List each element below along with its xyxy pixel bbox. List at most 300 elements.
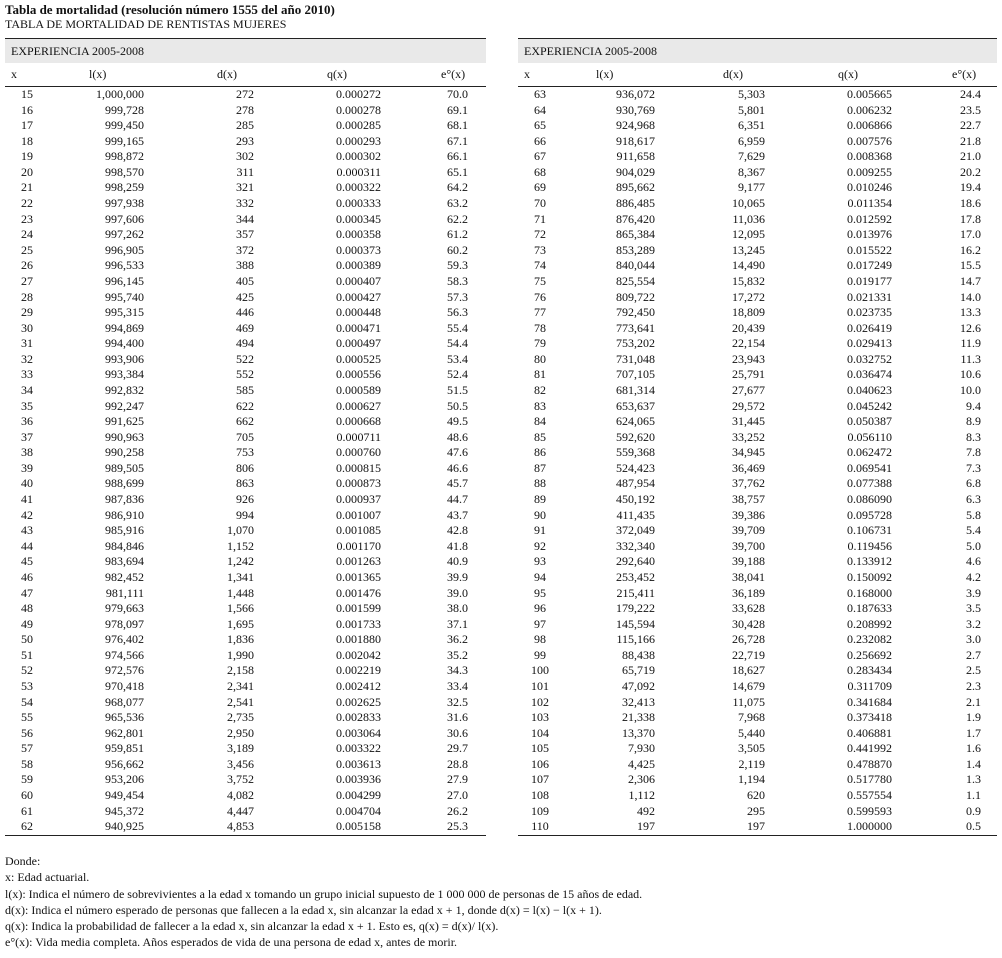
cell-probability: 0.000556 <box>336 367 381 382</box>
cell-life-expectancy: 60.2 <box>447 242 468 257</box>
table-row <box>518 586 997 602</box>
footnote-lx: l(x): Indica el número de sobrevivientes a la edad x tomando un grupo inicial supuesto de 1 000 000 de personas de 15 años de edad. <box>5 886 643 901</box>
cell-probability: 0.478870 <box>847 756 892 771</box>
cell-age: 74 <box>534 258 546 273</box>
cell-life-expectancy: 16.2 <box>960 242 981 257</box>
cell-survivors: 492 <box>637 803 655 818</box>
table-row <box>518 414 997 430</box>
cell-age: 42 <box>21 507 33 522</box>
cell-age: 45 <box>21 554 33 569</box>
cell-deaths: 272 <box>236 87 254 101</box>
cell-age: 109 <box>531 803 549 818</box>
cell-deaths: 302 <box>236 149 254 164</box>
cell-age: 68 <box>534 164 546 179</box>
table-row <box>5 695 486 711</box>
cell-survivors: 988,699 <box>105 476 144 491</box>
cell-deaths: 405 <box>236 273 254 288</box>
cell-deaths: 11,036 <box>732 211 765 226</box>
cell-life-expectancy: 5.0 <box>966 538 981 553</box>
cell-life-expectancy: 41.8 <box>447 538 468 553</box>
cell-survivors: 7,930 <box>628 741 655 756</box>
table-row <box>5 632 486 648</box>
cell-probability: 0.021331 <box>847 289 892 304</box>
cell-survivors: 995,315 <box>105 305 144 320</box>
cell-life-expectancy: 2.1 <box>966 694 981 709</box>
cell-survivors: 999,728 <box>105 102 144 117</box>
cell-deaths: 388 <box>236 258 254 273</box>
cell-probability: 0.000711 <box>336 429 381 444</box>
cell-survivors: 1,112 <box>628 788 655 803</box>
cell-life-expectancy: 7.3 <box>966 460 981 475</box>
cell-age: 98 <box>534 632 546 647</box>
cell-age: 63 <box>534 87 546 101</box>
table-header <box>518 63 997 87</box>
cell-survivors: 21,338 <box>622 710 655 725</box>
table-row <box>518 741 997 757</box>
cell-age: 58 <box>21 756 33 771</box>
cell-life-expectancy: 55.4 <box>447 320 468 335</box>
cell-survivors: 88,438 <box>622 647 655 662</box>
table-row <box>5 679 486 695</box>
cell-probability: 0.001365 <box>336 569 381 584</box>
cell-deaths: 18,627 <box>732 663 765 678</box>
cell-probability: 0.373418 <box>847 710 892 725</box>
cell-deaths: 39,700 <box>732 538 765 553</box>
table-row <box>518 788 997 804</box>
cell-probability: 0.077388 <box>847 476 892 491</box>
cell-age: 38 <box>21 445 33 460</box>
cell-probability: 0.010246 <box>847 180 892 195</box>
cell-survivors: 974,566 <box>105 647 144 662</box>
cell-life-expectancy: 12.6 <box>960 320 981 335</box>
cell-life-expectancy: 10.6 <box>960 367 981 382</box>
cell-age: 85 <box>534 429 546 444</box>
cell-age: 83 <box>534 398 546 413</box>
cell-probability: 0.000311 <box>336 164 381 179</box>
cell-deaths: 27,677 <box>732 382 765 397</box>
cell-life-expectancy: 27.0 <box>447 788 468 803</box>
cell-life-expectancy: 58.3 <box>447 273 468 288</box>
cell-probability: 0.441992 <box>847 741 892 756</box>
cell-probability: 0.000322 <box>336 180 381 195</box>
cell-probability: 0.341684 <box>847 694 892 709</box>
cell-probability: 0.001733 <box>336 616 381 631</box>
table-row <box>518 118 997 134</box>
footnote-x: x: Edad actuarial. <box>5 870 90 885</box>
cell-probability: 0.000497 <box>336 336 381 351</box>
cell-deaths: 6,351 <box>738 118 765 133</box>
table-row <box>5 726 486 742</box>
cell-deaths: 926 <box>236 492 254 507</box>
cell-life-expectancy: 18.6 <box>960 196 981 211</box>
table-row <box>518 476 997 492</box>
cell-deaths: 22,154 <box>732 336 765 351</box>
cell-survivors: 986,910 <box>105 507 144 522</box>
cell-age: 64 <box>534 102 546 117</box>
table-row <box>518 352 997 368</box>
table-row <box>5 757 486 773</box>
cell-deaths: 285 <box>236 118 254 133</box>
cell-survivors: 998,872 <box>105 149 144 164</box>
cell-probability: 0.000272 <box>336 87 381 101</box>
cell-age: 18 <box>21 133 33 148</box>
footnotes <box>5 853 642 951</box>
cell-probability: 0.000668 <box>336 414 381 429</box>
cell-survivors: 792,450 <box>616 305 655 320</box>
cell-life-expectancy: 32.5 <box>447 694 468 709</box>
cell-age: 100 <box>531 663 549 678</box>
table-row <box>5 648 486 664</box>
table-row <box>5 710 486 726</box>
table-row <box>518 227 997 243</box>
cell-age: 105 <box>531 741 549 756</box>
cell-life-expectancy: 17.8 <box>960 211 981 226</box>
cell-probability: 0.000407 <box>336 273 381 288</box>
cell-life-expectancy: 27.9 <box>447 772 468 787</box>
cell-age: 21 <box>21 180 33 195</box>
cell-age: 78 <box>534 320 546 335</box>
table-row <box>518 819 997 835</box>
cell-age: 16 <box>21 102 33 117</box>
table-row <box>5 227 486 243</box>
table-row <box>5 103 486 119</box>
cell-life-expectancy: 24.4 <box>960 87 981 101</box>
cell-survivors: 115,166 <box>616 632 655 647</box>
table-row <box>5 134 486 150</box>
cell-age: 102 <box>531 694 549 709</box>
cell-age: 50 <box>21 632 33 647</box>
cell-deaths: 22,719 <box>732 647 765 662</box>
cell-life-expectancy: 2.5 <box>966 663 981 678</box>
cell-age: 20 <box>21 164 33 179</box>
cell-survivors: 753,202 <box>616 336 655 351</box>
cell-survivors: 992,247 <box>105 398 144 413</box>
table-row <box>518 757 997 773</box>
table-row <box>5 274 486 290</box>
cell-life-expectancy: 67.1 <box>447 133 468 148</box>
cell-age: 57 <box>21 741 33 756</box>
cell-deaths: 197 <box>747 819 765 834</box>
cell-life-expectancy: 3.9 <box>966 585 981 600</box>
cell-life-expectancy: 57.3 <box>447 289 468 304</box>
cell-life-expectancy: 13.3 <box>960 305 981 320</box>
cell-age: 101 <box>531 678 549 693</box>
cell-age: 40 <box>21 476 33 491</box>
cell-probability: 0.003936 <box>336 772 381 787</box>
cell-probability: 0.000937 <box>336 492 381 507</box>
cell-survivors: 998,259 <box>105 180 144 195</box>
cell-life-expectancy: 63.2 <box>447 196 468 211</box>
cell-life-expectancy: 19.4 <box>960 180 981 195</box>
cell-age: 56 <box>21 725 33 740</box>
table-row <box>518 523 997 539</box>
cell-life-expectancy: 6.3 <box>966 492 981 507</box>
cell-age: 80 <box>534 351 546 366</box>
cell-survivors: 886,485 <box>616 196 655 211</box>
cell-survivors: 524,423 <box>616 460 655 475</box>
table-row <box>518 772 997 788</box>
cell-deaths: 26,728 <box>732 632 765 647</box>
cell-age: 76 <box>534 289 546 304</box>
cell-survivors: 592,620 <box>616 429 655 444</box>
cell-probability: 0.023735 <box>847 305 892 320</box>
cell-life-expectancy: 42.8 <box>447 523 468 538</box>
cell-survivors: 731,048 <box>616 351 655 366</box>
cell-probability: 0.086090 <box>847 492 892 507</box>
cell-age: 84 <box>534 414 546 429</box>
cell-life-expectancy: 2.7 <box>966 647 981 662</box>
cell-deaths: 31,445 <box>732 414 765 429</box>
cell-life-expectancy: 37.1 <box>447 616 468 631</box>
cell-age: 26 <box>21 258 33 273</box>
cell-deaths: 2,735 <box>227 710 254 725</box>
cell-probability: 0.026419 <box>847 320 892 335</box>
cell-life-expectancy: 23.5 <box>960 102 981 117</box>
cell-survivors: 47,092 <box>622 678 655 693</box>
mortality-table-left <box>5 38 486 836</box>
table-row <box>518 492 997 508</box>
table-row <box>5 445 486 461</box>
cell-survivors: 292,640 <box>616 554 655 569</box>
cell-survivors: 997,262 <box>105 227 144 242</box>
cell-probability: 0.002833 <box>336 710 381 725</box>
cell-age: 23 <box>21 211 33 226</box>
cell-deaths: 311 <box>236 164 254 179</box>
cell-probability: 0.003322 <box>336 741 381 756</box>
cell-survivors: 904,029 <box>616 164 655 179</box>
cell-deaths: 1,152 <box>227 538 254 553</box>
cell-life-expectancy: 68.1 <box>447 118 468 133</box>
table-row <box>5 243 486 259</box>
cell-deaths: 20,439 <box>732 320 765 335</box>
cell-survivors: 996,533 <box>105 258 144 273</box>
cell-deaths: 29,572 <box>732 398 765 413</box>
cell-deaths: 1,695 <box>227 616 254 631</box>
cell-age: 44 <box>21 538 33 553</box>
cell-age: 30 <box>21 320 33 335</box>
table-row <box>518 243 997 259</box>
header-x: x <box>524 67 530 81</box>
cell-probability: 0.008368 <box>847 149 892 164</box>
cell-life-expectancy: 0.5 <box>966 819 981 834</box>
cell-survivors: 876,420 <box>616 211 655 226</box>
cell-probability: 0.000345 <box>336 211 381 226</box>
table-row <box>518 336 997 352</box>
cell-probability: 0.019177 <box>847 273 892 288</box>
header-dx: d(x) <box>723 67 743 81</box>
table-row <box>5 352 486 368</box>
cell-probability: 0.311709 <box>847 678 892 693</box>
table-row <box>5 476 486 492</box>
cell-age: 49 <box>21 616 33 631</box>
cell-probability: 0.557554 <box>847 788 892 803</box>
table-row <box>518 508 997 524</box>
cell-life-expectancy: 53.4 <box>447 351 468 366</box>
table-row <box>518 601 997 617</box>
table-row <box>5 290 486 306</box>
cell-life-expectancy: 47.6 <box>447 445 468 460</box>
cell-age: 52 <box>21 663 33 678</box>
cell-deaths: 14,679 <box>732 678 765 693</box>
cell-age: 96 <box>534 601 546 616</box>
cell-life-expectancy: 26.2 <box>447 803 468 818</box>
cell-probability: 0.283434 <box>847 663 892 678</box>
cell-life-expectancy: 66.1 <box>447 149 468 164</box>
cell-probability: 0.004299 <box>336 788 381 803</box>
cell-age: 39 <box>21 460 33 475</box>
cell-deaths: 425 <box>236 289 254 304</box>
cell-age: 89 <box>534 492 546 507</box>
footnote-ex: e°(x): Vida media completa. Años esperados de vida de una persona de edad x, antes de morir. <box>5 935 458 950</box>
cell-life-expectancy: 69.1 <box>447 102 468 117</box>
cell-deaths: 994 <box>236 507 254 522</box>
cell-deaths: 5,801 <box>738 102 765 117</box>
table-row <box>518 180 997 196</box>
table-row <box>518 321 997 337</box>
cell-probability: 0.007576 <box>847 133 892 148</box>
table-row <box>5 554 486 570</box>
cell-deaths: 705 <box>236 429 254 444</box>
cell-deaths: 5,303 <box>738 87 765 101</box>
cell-age: 66 <box>534 133 546 148</box>
cell-deaths: 39,188 <box>732 554 765 569</box>
cell-life-expectancy: 29.7 <box>447 741 468 756</box>
cell-life-expectancy: 49.5 <box>447 414 468 429</box>
cell-age: 67 <box>534 149 546 164</box>
cell-survivors: 918,617 <box>616 133 655 148</box>
cell-survivors: 707,105 <box>616 367 655 382</box>
cell-life-expectancy: 25.3 <box>447 819 468 834</box>
cell-survivors: 987,836 <box>105 492 144 507</box>
experience-label: EXPERIENCIA 2005-2008 <box>5 39 486 63</box>
table-row <box>518 539 997 555</box>
cell-survivors: 990,963 <box>105 429 144 444</box>
cell-deaths: 25,791 <box>732 367 765 382</box>
cell-probability: 0.000389 <box>336 258 381 273</box>
cell-survivors: 624,065 <box>616 414 655 429</box>
cell-age: 34 <box>21 382 33 397</box>
cell-deaths: 1,990 <box>227 647 254 662</box>
table-row <box>5 165 486 181</box>
cell-age: 103 <box>531 710 549 725</box>
table-row <box>518 290 997 306</box>
cell-deaths: 552 <box>236 367 254 382</box>
cell-survivors: 999,165 <box>105 133 144 148</box>
cell-deaths: 1,448 <box>227 585 254 600</box>
cell-survivors: 179,222 <box>616 601 655 616</box>
cell-survivors: 559,368 <box>616 445 655 460</box>
cell-deaths: 23,943 <box>732 351 765 366</box>
cell-probability: 0.011354 <box>847 196 892 211</box>
cell-probability: 0.032752 <box>847 351 892 366</box>
cell-life-expectancy: 39.0 <box>447 585 468 600</box>
cell-age: 47 <box>21 585 33 600</box>
table-row <box>5 570 486 586</box>
table-row <box>518 367 997 383</box>
cell-survivors: 13,370 <box>622 725 655 740</box>
cell-survivors: 65,719 <box>622 663 655 678</box>
cell-survivors: 962,801 <box>105 725 144 740</box>
cell-survivors: 653,637 <box>616 398 655 413</box>
cell-survivors: 998,570 <box>105 164 144 179</box>
table-row <box>518 632 997 648</box>
table-row <box>5 383 486 399</box>
cell-deaths: 39,709 <box>732 523 765 538</box>
cell-survivors: 865,384 <box>616 227 655 242</box>
cell-survivors: 4,425 <box>628 756 655 771</box>
table-row <box>518 87 997 103</box>
cell-deaths: 33,628 <box>732 601 765 616</box>
cell-survivors: 968,077 <box>105 694 144 709</box>
document-subtitle: TABLA DE MORTALIDAD DE RENTISTAS MUJERES <box>5 17 287 31</box>
cell-deaths: 11,075 <box>732 694 765 709</box>
table-row <box>518 554 997 570</box>
cell-survivors: 994,869 <box>105 320 144 335</box>
cell-age: 31 <box>21 336 33 351</box>
cell-probability: 0.168000 <box>847 585 892 600</box>
cell-age: 19 <box>21 149 33 164</box>
cell-life-expectancy: 43.7 <box>447 507 468 522</box>
table-row <box>5 508 486 524</box>
cell-deaths: 38,757 <box>732 492 765 507</box>
cell-life-expectancy: 20.2 <box>960 164 981 179</box>
cell-life-expectancy: 6.8 <box>966 476 981 491</box>
table-row <box>5 87 486 103</box>
cell-probability: 0.187633 <box>847 601 892 616</box>
cell-age: 86 <box>534 445 546 460</box>
cell-deaths: 357 <box>236 227 254 242</box>
table-row <box>5 741 486 757</box>
table-row <box>5 461 486 477</box>
cell-deaths: 39,386 <box>732 507 765 522</box>
cell-deaths: 2,119 <box>738 756 765 771</box>
table-row <box>5 212 486 228</box>
cell-deaths: 620 <box>747 788 765 803</box>
cell-life-expectancy: 5.4 <box>966 523 981 538</box>
cell-age: 48 <box>21 601 33 616</box>
cell-life-expectancy: 14.0 <box>960 289 981 304</box>
cell-deaths: 332 <box>236 196 254 211</box>
cell-probability: 0.001085 <box>336 523 381 538</box>
cell-probability: 0.000373 <box>336 242 381 257</box>
cell-life-expectancy: 35.2 <box>447 647 468 662</box>
cell-age: 104 <box>531 725 549 740</box>
cell-deaths: 293 <box>236 133 254 148</box>
cell-life-expectancy: 28.8 <box>447 756 468 771</box>
cell-age: 53 <box>21 678 33 693</box>
document-title: Tabla de mortalidad (resolución número 1555 del año 2010) <box>5 2 335 17</box>
cell-deaths: 522 <box>236 351 254 366</box>
cell-probability: 0.050387 <box>847 414 892 429</box>
cell-probability: 0.006232 <box>847 102 892 117</box>
cell-life-expectancy: 59.3 <box>447 258 468 273</box>
cell-life-expectancy: 70.0 <box>447 87 468 101</box>
cell-probability: 0.000285 <box>336 118 381 133</box>
table-row <box>518 617 997 633</box>
cell-deaths: 12,095 <box>732 227 765 242</box>
cell-life-expectancy: 65.1 <box>447 164 468 179</box>
footnote-dx: d(x): Indica el número esperado de personas que fallecen a la edad x, sin alcanzar la edad x + 1, donde d(x) = l(x) − l(x + 1). <box>5 902 602 917</box>
cell-deaths: 15,832 <box>732 273 765 288</box>
cell-deaths: 4,447 <box>227 803 254 818</box>
table-row <box>5 804 486 820</box>
table-row <box>5 180 486 196</box>
cell-life-expectancy: 8.9 <box>966 414 981 429</box>
cell-age: 24 <box>21 227 33 242</box>
table-row <box>518 305 997 321</box>
cell-life-expectancy: 7.8 <box>966 445 981 460</box>
table-row <box>518 383 997 399</box>
